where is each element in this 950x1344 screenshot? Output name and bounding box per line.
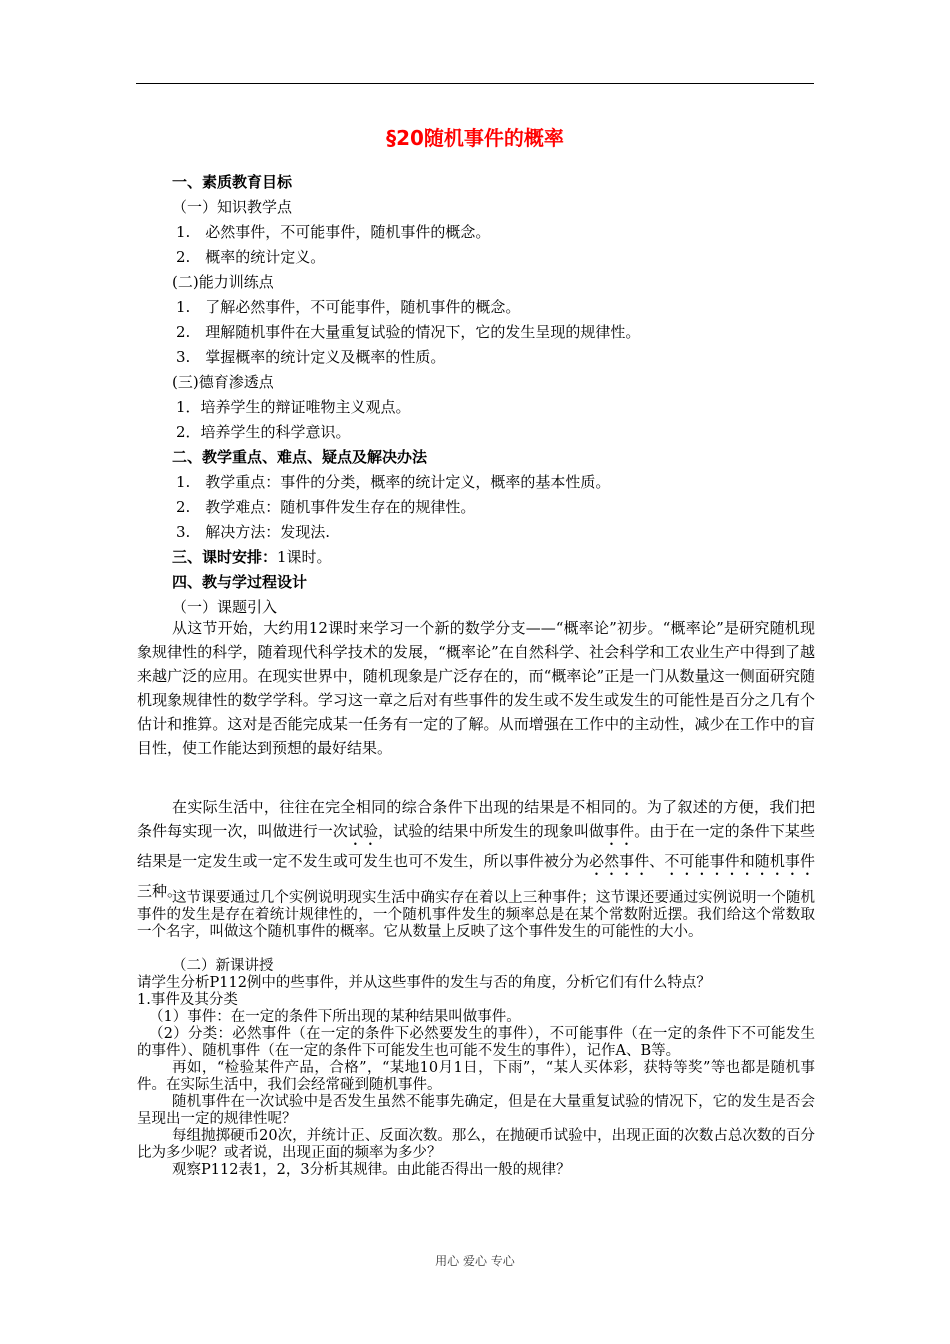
probability-paragraph: 这节课要通过几个实例说明现实生活中确实存在着以上三种事件；这节课还要通过实例说明一个随机事件的发生是存在着统计规律性的，一个随机事件发生的频率总是在某个常数附近摆。我们给这个常数取一个名字，叫做这个随机事件的概率。它从数量上反映了这个事件发生的可能性的大小。 bbox=[137, 890, 815, 940]
list-item: 3. 解决方法：发现法. bbox=[176, 523, 331, 541]
subheading-intro: （一）课题引入 bbox=[172, 598, 278, 616]
section-heading-1: 一、素质教育目标 bbox=[172, 173, 293, 191]
section-heading-2: 二、教学重点、难点、疑点及解决办法 bbox=[172, 448, 428, 466]
list-item: 1. 必然事件，不可能事件，随机事件的概念。 bbox=[176, 223, 491, 241]
definition-event: （1）事件：在一定的条件下所出现的某种结果叫做事件。 bbox=[149, 1009, 521, 1025]
subsection-heading: 1.事件及其分类 bbox=[137, 992, 238, 1008]
page-footer: 用心 爱心 专心 bbox=[435, 1254, 515, 1268]
list-item: 2. 概率的统计定义。 bbox=[176, 248, 326, 266]
list-item: 2. 理解随机事件在大量重复试验的情况下，它的发生呈现的规律性。 bbox=[176, 323, 641, 341]
intro-paragraph: 从这节开始，大约用12课时来学习一个新的数学分支——“概率论”初步。“概率论”是研究随机现象规律性的科学，随着现代科学技术的发展，“概率论”在自然科学、社会科学和工农业生产中得到了越来越广泛的应用。在现实世界中，随机现象是广泛存在的，而“概率论”正是一门从数量这一侧面研究随机现象规律性的数学学科。学习这一章之后对有些事件的发生或不发生或发生的可能性是百分之几有个估计和推算。这对是否能完成某一任务有一定的了解。从而增强在工作中的主动性，减少在工作中的盲目性，使工作能达到预想的最好结果。 bbox=[137, 619, 815, 757]
definition-classification: （2）分类：必然事件（在一定的条件下必然要发生的事件），不可能事件（在一定的条件下不可能发生的事件）、随机事件（在一定的条件下可能发生也可能不发生的事件），记作A、B等。 bbox=[137, 1026, 815, 1059]
para-text: 三种。 bbox=[137, 882, 183, 900]
para-text: 。由于在一定的条件下某些结果是一定发生或一定不发生或可发生也可不发生，所以事件被分为 bbox=[137, 822, 815, 870]
term-event-types: 必然事件、不可能事件和随机事件 bbox=[589, 852, 815, 870]
example-paragraph: 再如，“检验某件产品，合格”，“某地10月1日，下雨”，“某人买体彩，获特等奖”等也都是随机事件。在实际生活中，我们会经常碰到随机事件。 bbox=[137, 1060, 815, 1093]
list-item: 1. 了解必然事件，不可能事件，随机事件的概念。 bbox=[176, 298, 521, 316]
term-event: 事件 bbox=[604, 822, 635, 840]
list-item: 1．培养学生的辩证唯物主义观点。 bbox=[176, 398, 411, 416]
list-item: 3. 掌握概率的统计定义及概率的性质。 bbox=[176, 348, 446, 366]
table-observation: 观察P112表1，2，3分析其规律。由此能否得出一般的规律？ bbox=[172, 1162, 571, 1178]
subheading-knowledge: （一）知识教学点 bbox=[172, 198, 293, 216]
header-rule bbox=[136, 83, 814, 84]
para-text: ，试验的结果中所发生的现象叫做 bbox=[378, 822, 605, 840]
coin-experiment: 每组抛掷硬币20次，并统计正、反面次数。那么，在抛硬币试验中，出现正面的次数占总次数的百分比为多少呢？或者说，出现正面的频率为多少？ bbox=[137, 1128, 815, 1161]
list-item: 1. 教学重点：事件的分类，概率的统计定义，概率的基本性质。 bbox=[176, 473, 611, 491]
list-item: 2. 教学难点：随机事件发生存在的规律性。 bbox=[176, 498, 476, 516]
para-text: 在实际生活中，往往在完全相同的综合条件下出现的结果是不相同的。为了叙述的方便，我们把条件每实现一次，叫做进行一次 bbox=[137, 798, 815, 840]
question-text: 请学生分析P112例中的些事件，并从这些事件的发生与否的角度，分析它们有什么特点？ bbox=[137, 975, 711, 991]
list-item: 2．培养学生的科学意识。 bbox=[176, 423, 351, 441]
section-heading-3 bbox=[172, 547, 332, 567]
section-heading-4: 四、教与学过程设计 bbox=[172, 573, 308, 591]
regularity-question: 随机事件在一次试验中是否发生虽然不能事先确定，但是在大量重复试验的情况下，它的发生是否会呈现出一定的规律性呢？ bbox=[137, 1094, 815, 1127]
page-title: §20随机事件的概率 bbox=[386, 126, 564, 150]
subheading-moral: (三)德育渗透点 bbox=[172, 373, 274, 391]
subheading-ability: (二)能力训练点 bbox=[172, 273, 274, 291]
subheading-new-lesson: （二）新课讲授 bbox=[172, 958, 274, 974]
events-paragraph bbox=[137, 795, 815, 903]
lesson-count: 1课时。 bbox=[277, 548, 332, 566]
term-trial: 试验 bbox=[347, 822, 379, 840]
section-heading-3-label: 三、课时安排： bbox=[172, 548, 278, 566]
